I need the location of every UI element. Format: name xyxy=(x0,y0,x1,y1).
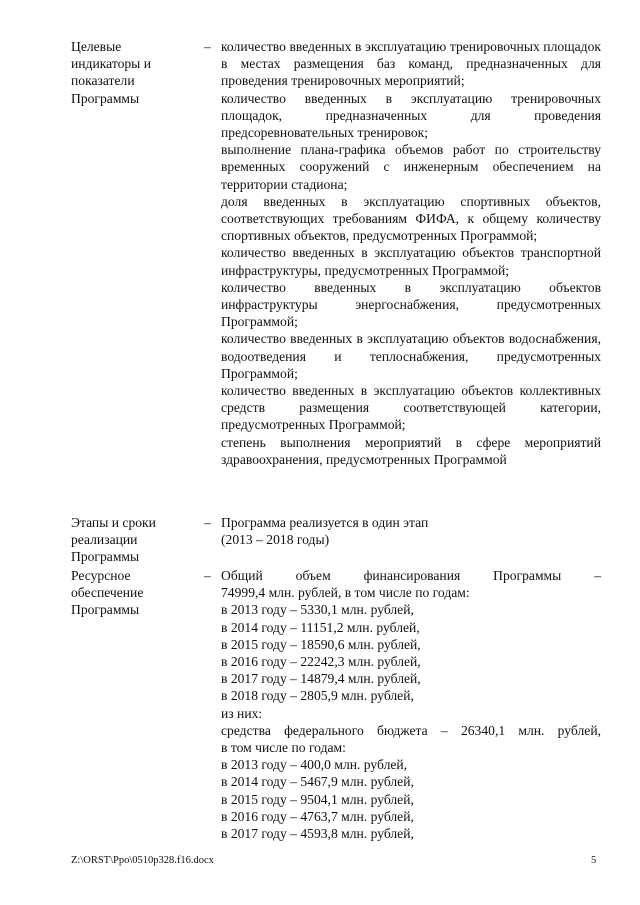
stages-line: Программа реализуется в один этап xyxy=(221,515,429,530)
funding-of-them: из них: xyxy=(221,705,263,721)
funding-year-total: в 2013 году – 5330,1 млн. рублей, xyxy=(221,602,414,618)
indicator-item: выполнение плана-графика объемов работ по строительству временных сооружений с инженерным обеспечением на территории стадиона; xyxy=(221,142,601,192)
indicator-item: количество введенных в эксплуатацию объектов коллективных средств размещения соответствующей категории, предусмотренных Программой; xyxy=(221,383,601,433)
section-funding xyxy=(71,567,601,847)
section-label-indicators: Целевые индикаторы и показатели Программы xyxy=(71,39,151,106)
indicator-item: доля введенных в эксплуатацию спортивных объектов, соответствующих требованиям ФИФА, к общему количеству спортивных объектов, предусмотренных Программой; xyxy=(221,193,601,244)
indicator-item: степень выполнения мероприятий в сфере мероприятий здравоохранения, предусмотренных Программой xyxy=(221,434,601,467)
funding-year-federal: в 2013 году – 400,0 млн. рублей, xyxy=(221,757,408,773)
funding-content xyxy=(221,567,601,842)
funding-total: 74999,4 млн. рублей, в том числе по годам: xyxy=(221,585,470,601)
funding-year-total: в 2014 году – 11151,2 млн. рублей, xyxy=(221,619,420,635)
stages-content xyxy=(221,514,601,548)
funding-year-federal: в 2014 году – 5467,9 млн. рублей, xyxy=(221,774,414,790)
indicator-item: количество введенных в эксплуатацию объектов водоснабжения, водоотведения и теплоснабжения, предусмотренных Программой; xyxy=(221,331,601,381)
section-stages xyxy=(71,514,601,566)
indicator-item: количество введенных в эксплуатацию тренировочных площадок, предназначенных для проведения предсоревновательных тренировок; xyxy=(221,90,601,141)
section-dash: – xyxy=(204,515,211,530)
funding-year-total: в 2016 году – 22242,3 млн. рублей, xyxy=(221,654,421,670)
funding-year-federal: в 2017 году – 4593,8 млн. рублей, xyxy=(221,826,414,842)
indicator-item: количество введенных в эксплуатацию объектов инфраструктуры энергоснабжения, предусмотренных Программой; xyxy=(221,279,601,330)
funding-federal: средства федерального бюджета – 26340,1 млн. рублей, xyxy=(221,722,601,738)
funding-year-total: в 2017 году – 14879,4 млн. рублей, xyxy=(221,671,421,687)
section-indicators xyxy=(71,38,601,518)
funding-year-federal: в 2016 году – 4763,7 млн. рублей, xyxy=(221,808,414,824)
section-dash: – xyxy=(204,39,211,54)
indicator-item: количество введенных в эксплуатацию тренировочных площадок в местах размещения баз команд, предназначенных для проведения тренировочных мероприятий; xyxy=(221,39,601,89)
indicators-list xyxy=(221,38,601,468)
stages-period: (2013 – 2018 годы) xyxy=(221,532,330,548)
section-label-stages: Этапы и сроки реализации Программы xyxy=(71,515,156,565)
section-label-funding: Ресурсное обеспечение Программы xyxy=(71,568,144,618)
funding-intro: Общий объем финансирования Программы – xyxy=(221,568,601,583)
indicator-item: количество введенных в эксплуатацию объектов транспортной инфраструктуры, предусмотренных Программой; xyxy=(221,245,601,278)
section-dash: – xyxy=(204,568,211,583)
footer-page-number: 5 xyxy=(591,855,597,866)
funding-year-total: в 2015 году – 18590,6 млн. рублей, xyxy=(221,636,421,652)
funding-federal-by-year: в том числе по годам: xyxy=(221,740,346,756)
funding-year-total: в 2018 году – 2805,9 млн. рублей, xyxy=(221,688,414,704)
footer-file-path: Z:\ORST\Ppo\0510p328.f16.docx xyxy=(71,855,214,866)
funding-year-federal: в 2015 году – 9504,1 млн. рублей, xyxy=(221,791,414,807)
